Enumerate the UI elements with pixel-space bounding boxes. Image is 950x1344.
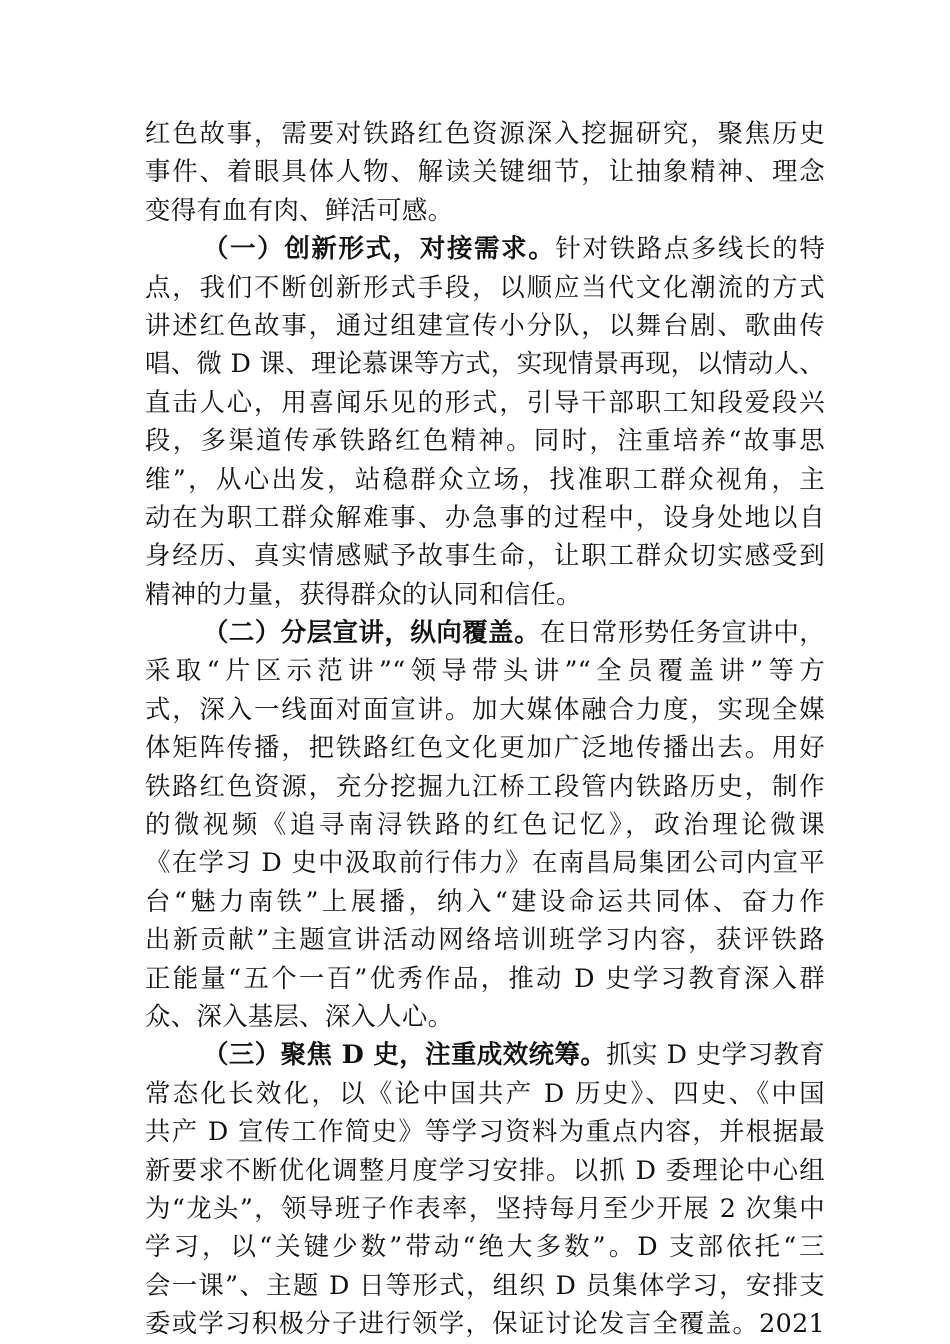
- text-line: 正能量“五个一百”优秀作品，推动 D 史学习教育深入群: [145, 962, 825, 993]
- text-line: 委或学习积极分子进行领学，保证讨论发言全覆盖。2021: [145, 1308, 825, 1339]
- text-line: 常态化长效化，以《论中国共产 D 历史》、四史、《中国: [145, 1077, 825, 1108]
- paragraph: [145, 613, 825, 1035]
- text-line: 众、深入基层、深入人心。: [145, 1000, 454, 1031]
- paragraph: [145, 114, 825, 229]
- text-line: 变得有血有肉、鲜活可感。: [145, 194, 454, 225]
- text-line: 体矩阵传播，把铁路红色文化更加广泛地传播出去。用好: [145, 732, 825, 763]
- paragraph-heading: （三）聚焦 D 史，注重成效统筹。: [203, 1039, 607, 1070]
- text-line: [145, 229, 825, 267]
- text-run: 在日常形势任务宣讲中，: [540, 617, 825, 648]
- text-line: 红色故事，需要对铁路红色资源深入挖掘研究，聚焦历史: [145, 118, 825, 148]
- text-line: 点，我们不断创新形式手段，以顺应当代文化潮流的方式: [145, 271, 825, 302]
- text-line: 唱、微 D 课、理论慕课等方式，实现情景再现，以情动人、: [145, 348, 825, 379]
- text-line: 台“魅力南铁”上展播，纳入“建设命运共同体、奋力作: [145, 885, 825, 916]
- text-line: 讲述红色故事，通过组建宣传小分队，以舞台剧、歌曲传: [145, 309, 825, 340]
- text-line: 学习，以“关键少数”带动“绝大多数”。D 支部依托“三: [145, 1231, 825, 1262]
- text-line: 采取“片区示范讲”“领导带头讲”“全员覆盖讲”等方: [145, 655, 825, 686]
- paragraph: [145, 1035, 825, 1342]
- text-line: 共产 D 宣传工作简史》等学习资料为重点内容，并根据最: [145, 1116, 825, 1147]
- paragraph-heading: （一）创新形式，对接需求。: [203, 233, 556, 264]
- text-line: 会一课”、主题 D 日等形式，组织 D 员集体学习，安排支: [145, 1269, 825, 1300]
- text-line: 铁路红色资源，充分挖掘九江桥工段管内铁路历史，制作: [145, 770, 825, 801]
- text-line: 事件、着眼具体人物、解读关键细节，让抽象精神、理念: [145, 156, 825, 187]
- paragraph: [145, 229, 825, 613]
- text-line: [145, 1035, 825, 1073]
- text-line: 直击人心，用喜闻乐见的形式，引导干部职工知段爱段兴: [145, 386, 825, 417]
- document-body: [145, 114, 825, 1343]
- text-line: 段，多渠道传承铁路红色精神。同时，注重培养“故事思: [145, 425, 825, 456]
- text-line: 为“龙头”，领导班子作表率，坚持每月至少开展 2 次集中: [145, 1192, 825, 1223]
- text-line: 出新贡献”主题宣讲活动网络培训班学习内容，获评铁路: [145, 924, 825, 955]
- paragraph-heading: （二）分层宣讲，纵向覆盖。: [203, 617, 541, 648]
- text-line: 维”，从心出发，站稳群众立场，找准职工群众视角，主: [145, 463, 825, 494]
- text-line: 的微视频《追寻南浔铁路的红色记忆》，政治理论微课: [145, 809, 825, 840]
- text-run: 针对铁路点多线长的特: [555, 233, 826, 264]
- text-line: 动在为职工群众解难事、办急事的过程中，设身处地以自: [145, 501, 825, 532]
- text-line: 新要求不断优化调整月度学习安排。以抓 D 委理论中心组: [145, 1154, 825, 1185]
- text-line: 《在学习 D 史中汲取前行伟力》在南昌局集团公司内宣平: [145, 847, 825, 878]
- text-run: 抓实 D 史学习教育: [606, 1039, 825, 1070]
- text-line: [145, 613, 825, 651]
- text-line: 身经历、真实情感赋予故事生命，让职工群众切实感受到: [145, 540, 825, 571]
- text-line: 精神的力量，获得群众的认同和信任。: [145, 578, 582, 609]
- text-line: 式，深入一线面对面宣讲。加大媒体融合力度，实现全媒: [145, 693, 825, 724]
